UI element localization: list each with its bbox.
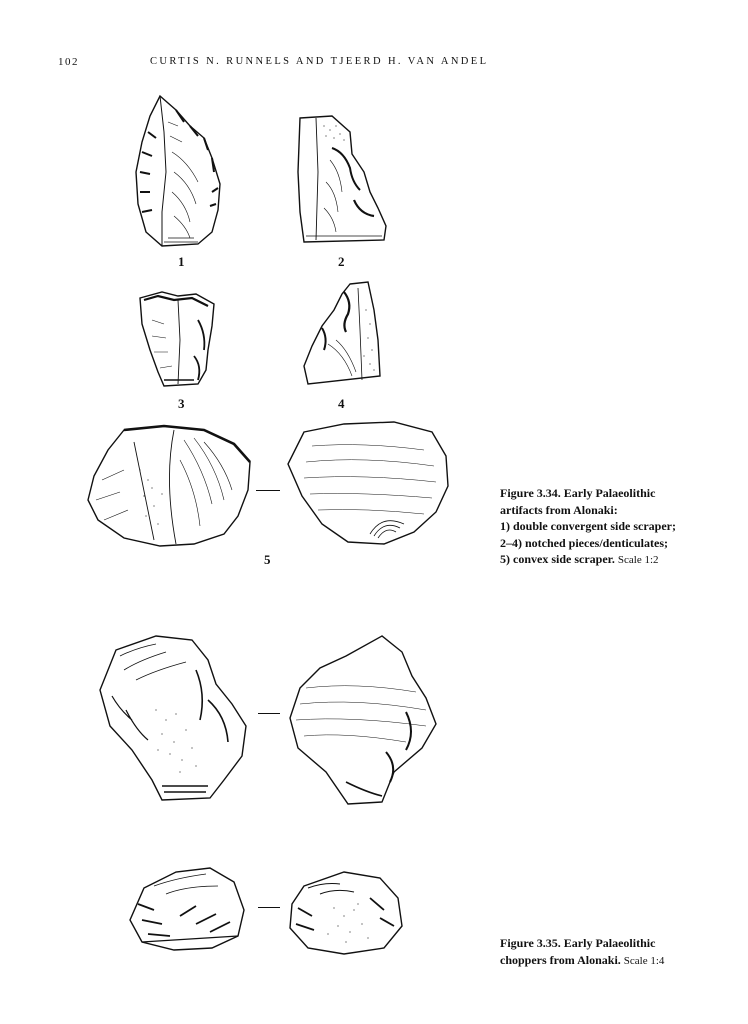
chopper-2-back-drawing	[284, 868, 408, 958]
view-connector-dash	[256, 490, 280, 491]
caption-line-text: choppers from Alonaki.	[500, 952, 621, 967]
caption-line: Figure 3.35. Early Palaeolithic	[500, 936, 656, 950]
view-connector-dash	[258, 907, 280, 908]
artifact-label-2: 2	[338, 254, 345, 269]
artifact-label-1: 1	[178, 254, 185, 269]
artifact-label-4: 4	[338, 396, 345, 411]
artifact-label-5: 5	[264, 552, 271, 567]
artifact-2-drawing	[290, 112, 400, 248]
scale-note: Scale 1:2	[617, 554, 659, 566]
artifact-1-drawing	[128, 92, 238, 252]
caption-line	[500, 952, 664, 970]
page-number: 102	[58, 56, 79, 68]
caption-line	[500, 551, 676, 569]
figure-3-35-caption	[500, 935, 664, 969]
artifact-3-drawing	[134, 290, 224, 390]
artifact-4-drawing	[298, 280, 388, 388]
artifact-label-3: 3	[178, 396, 185, 411]
caption-line: 1) double convergent side scraper;	[500, 519, 676, 533]
caption-line-text: 5) convex side scraper.	[500, 552, 615, 566]
figure-3-34-caption	[500, 485, 676, 569]
running-head: CURTIS N. RUNNELS AND TJEERD H. VAN ANDEL	[150, 56, 489, 67]
caption-line: Figure 3.34. Early Palaeolithic	[500, 486, 656, 500]
chopper-1-back-drawing	[286, 632, 442, 808]
chopper-1-front-drawing	[96, 630, 252, 806]
caption-line: 2–4) notched pieces/denticulates;	[500, 535, 668, 550]
artifact-5-dorsal-drawing	[84, 420, 256, 550]
artifact-5-ventral-drawing	[284, 416, 454, 550]
scale-note: Scale 1:4	[623, 954, 665, 967]
caption-line: artifacts from Alonaki:	[500, 502, 618, 517]
view-connector-dash	[258, 713, 280, 714]
chopper-2-front-drawing	[126, 864, 250, 954]
